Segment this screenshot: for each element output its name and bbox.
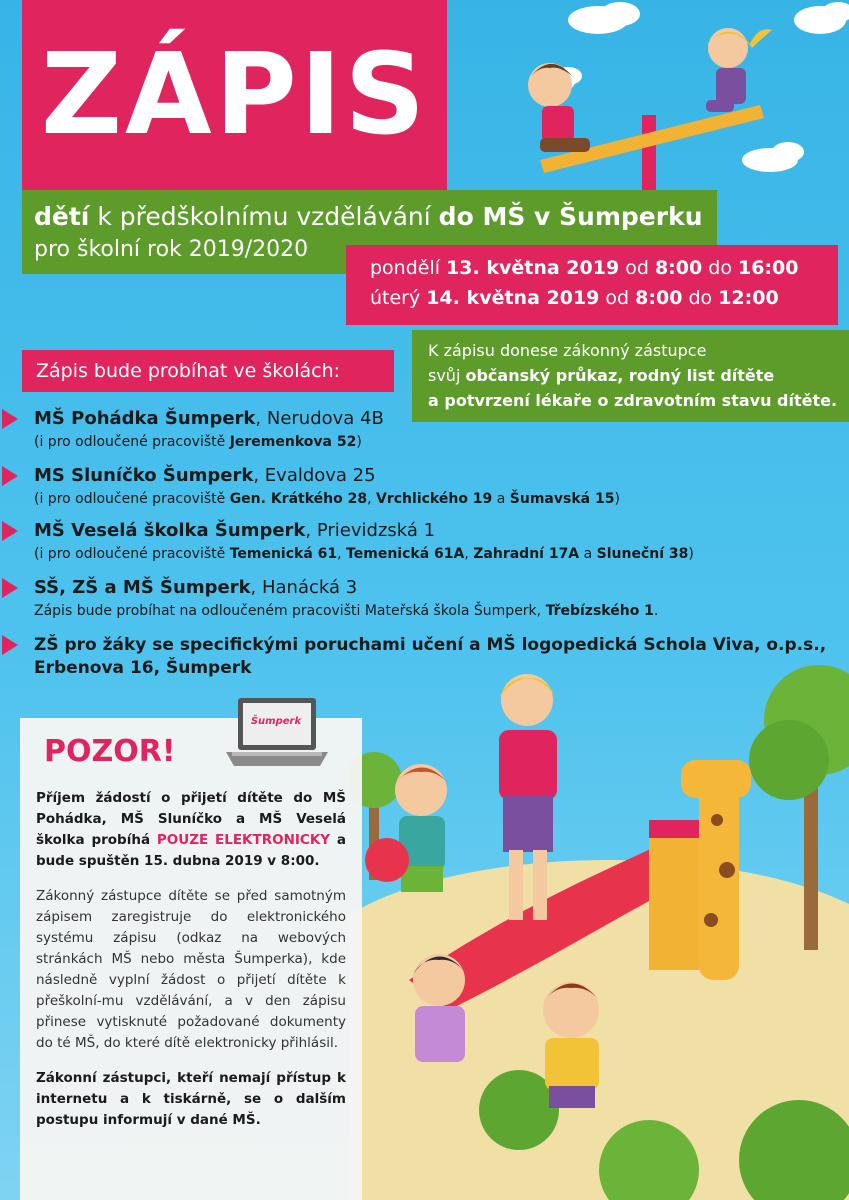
school-name [34, 633, 826, 657]
date-2-date: 14. května 2019 [426, 287, 600, 309]
date-1-day: pondělí [370, 257, 447, 279]
notice-title: POZOR! [44, 734, 176, 769]
date-2-from: 8:00 [635, 287, 683, 309]
note-part: , [367, 491, 377, 507]
notice-p3-text: Zákonní zástupci, kteří nemají přístup k internetu a k tiskárně, se o dalším postupu informují v dané MŠ. [36, 1070, 346, 1128]
school-name [34, 519, 435, 543]
laptop-logo: Šumperk [250, 716, 302, 727]
info-line-2a: svůj [428, 366, 466, 385]
info-line-3-text: a potvrzení lékaře o zdravotním stavu dítěte. [428, 391, 838, 410]
school-name-bold: MŠ Pohádka Šumperk [34, 408, 256, 429]
info-line-2b: občanský průkaz, rodný list dítěte [465, 366, 775, 385]
list-item-school-2 [0, 464, 849, 510]
school-name-bold: ZŠ pro žáky se specifickými poruchami učení a MŠ logopedická Schola Viva, o.p.s., [34, 635, 827, 655]
date-2-od: od [599, 287, 636, 309]
note-bold: Vrchlického 19 [376, 491, 493, 507]
school-address: , Nerudova 4B [255, 408, 384, 429]
date-1-do: do [702, 257, 738, 279]
school-name-bold: MŠ Veselá školka Šumperk [34, 520, 306, 541]
date-line-2 [370, 283, 838, 313]
school-address: , Prievidzská 1 [305, 520, 436, 541]
subtitle-bold-2: do MŠ v Šumperku [438, 202, 703, 231]
school-address-bold: Erbenova 16, Šumperk [34, 658, 252, 678]
school-address: , Hanácká 3 [250, 577, 358, 598]
list-item-school-1 [0, 407, 849, 453]
note-part: , [337, 546, 347, 562]
date-2-day: úterý [370, 287, 427, 309]
notice-box [20, 718, 362, 1200]
title-text: ZÁPIS [40, 30, 429, 160]
dates-box [346, 245, 838, 325]
school-name [34, 464, 376, 488]
arrow-icon [2, 521, 18, 541]
note-part: ) [356, 434, 362, 450]
date-1-od: od [619, 257, 655, 279]
playground-illustration [349, 640, 849, 1200]
subtitle-text: k předškolnímu vzdělávání [89, 202, 439, 231]
notice-p1-highlight: POUZE ELEKTRONICKY [156, 832, 331, 848]
date-2-do: do [682, 287, 719, 309]
note-bold: Třebízského 1 [545, 603, 654, 619]
note-part: (i pro odloučené pracoviště [34, 434, 230, 450]
arrow-icon [2, 635, 18, 655]
note-part: , [464, 546, 474, 562]
date-line-1 [370, 253, 838, 283]
info-line-1: K zápisu donese zákonný zástupce [428, 341, 707, 360]
arrow-icon [2, 409, 18, 429]
school-name [34, 407, 384, 431]
note-part: ) [614, 491, 620, 507]
note-bold: Sluneční 38 [596, 546, 689, 562]
note-part: a [579, 546, 597, 562]
school-note [34, 489, 620, 509]
school-note [34, 432, 362, 452]
note-bold: Temenická 61A [346, 546, 465, 562]
note-part: a [492, 491, 510, 507]
poster-title [22, 0, 447, 190]
subtitle-line-1 [34, 200, 717, 234]
list-item-school-5 [0, 633, 849, 681]
list-item-school-4 [0, 576, 849, 622]
school-name-bold: SŠ, ZŠ a MŠ Šumperk [34, 577, 251, 598]
arrow-icon [2, 466, 18, 486]
notice-p1-text: Příjem žádostí o přijetí dítěte do MŠ Pohádka, MŠ Sluníčko a MŠ Veselá školka probíhá [36, 790, 346, 848]
list-item-school-3 [0, 519, 849, 565]
date-2-to: 12:00 [718, 287, 779, 309]
note-part: ) [688, 546, 694, 562]
subtitle-line-2: pro školní rok 2019/2020 [34, 237, 309, 262]
school-note [34, 544, 694, 564]
school-address [34, 656, 251, 680]
school-address: , Evaldova 25 [253, 465, 376, 486]
note-bold: Jeremenkova 52 [229, 434, 357, 450]
school-name [34, 576, 357, 600]
note-part: (i pro odloučené pracoviště [34, 491, 230, 507]
school-name-bold: MS Sluníčko Šumperk [34, 465, 254, 486]
arrow-icon [2, 578, 18, 598]
note-bold: Temenická 61 [229, 546, 338, 562]
note-part: . [653, 603, 659, 619]
note-bold: Zahradní 17A [473, 546, 580, 562]
subtitle-bold-1: dětí [34, 202, 90, 231]
laptop-icon [222, 694, 332, 774]
seesaw-kids-illustration [520, 10, 780, 210]
date-1-from: 8:00 [654, 257, 703, 279]
note-part: (i pro odloučené pracoviště [34, 546, 230, 562]
date-1-to: 16:00 [737, 257, 799, 279]
date-1-date: 13. května 2019 [446, 257, 620, 279]
notice-paragraph-1 [36, 788, 346, 872]
schools-label: Zápis bude probíhat ve školách: [22, 350, 394, 392]
note-part: Zápis bude probíhat na odloučeném pracovišti Mateřská škola Šumperk, [34, 603, 546, 619]
note-bold: Šumavská 15 [509, 491, 615, 507]
notice-paragraph-2: Zákonný zástupce dítěte se před samotným zápisem zaregistruje do elektronického systému zápisu (odkaz na webových stránkách MŠ nebo města Šumperka), kde následně vyplní žádost o přijetí dítěte k přeškolní-mu vzdělávání, a v den zápisu přinese vytisknuté požadované dokumenty do té MŠ, do které dítě elektronicky přihlásil. [36, 888, 346, 1051]
note-bold: Gen. Krátkého 28 [229, 491, 368, 507]
school-note [34, 601, 658, 621]
notice-p1-end: a bude spuštěn 15. dubna 2019 v 8:00. [36, 832, 346, 869]
info-line-2 [428, 363, 839, 388]
notice-paragraph-3 [36, 1068, 346, 1131]
